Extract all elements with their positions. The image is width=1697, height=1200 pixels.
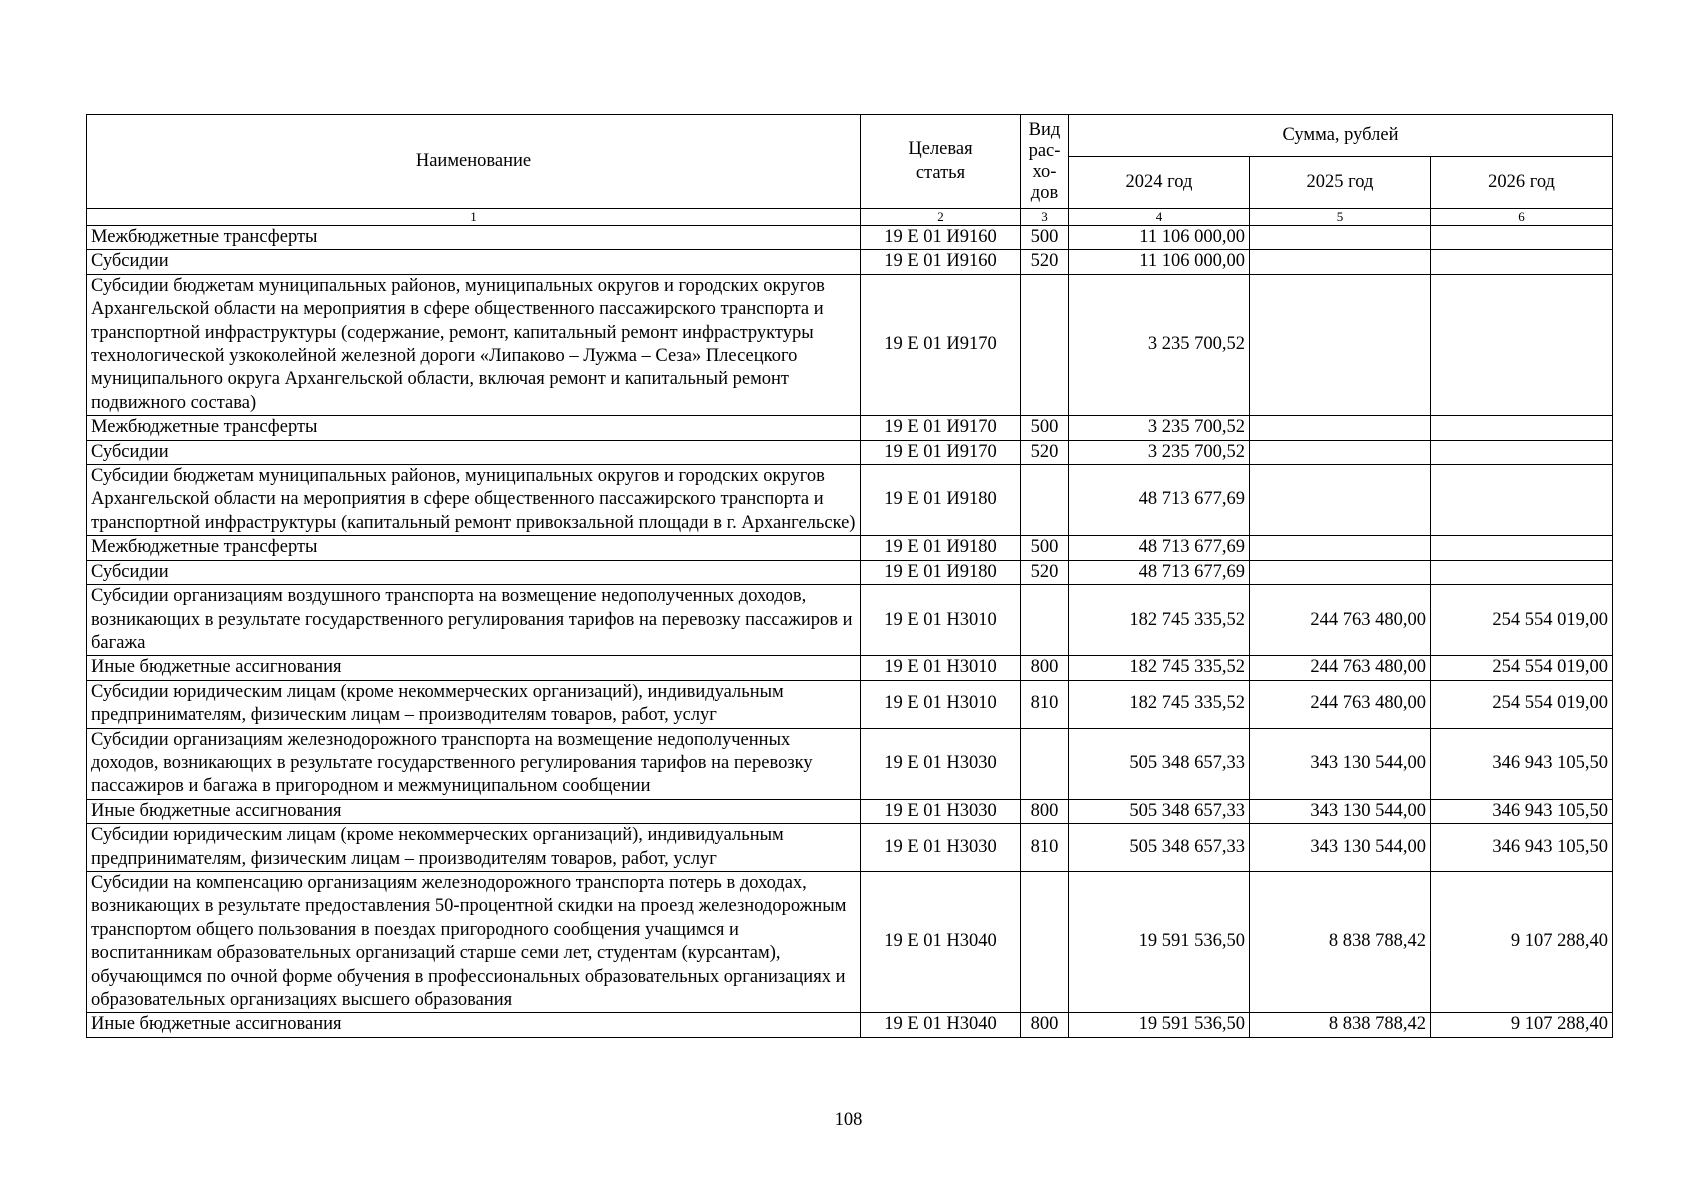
table-row xyxy=(87,871,1613,1012)
row-sum-2024-cell: 3 235 700,52 xyxy=(1069,416,1250,440)
row-sum-2024-cell: 48 713 677,69 xyxy=(1069,536,1250,560)
row-target-code-cell: 19 Е 01 Н3010 xyxy=(861,680,1021,728)
column-number: 6 xyxy=(1431,209,1613,226)
table-row xyxy=(87,465,1613,536)
row-expense-kind-cell xyxy=(1021,728,1069,799)
row-sum-2025-cell xyxy=(1250,536,1431,560)
row-expense-kind-cell: 520 xyxy=(1021,560,1069,584)
row-sum-2026-cell: 9 107 288,40 xyxy=(1431,1013,1613,1037)
row-sum-2026-cell xyxy=(1431,560,1613,584)
header-year-2025: 2025 год xyxy=(1250,157,1431,209)
row-target-code-cell: 19 Е 01 Н3010 xyxy=(861,585,1021,656)
row-name-cell: Межбюджетные трансферты xyxy=(87,536,861,560)
header-year-2024: 2024 год xyxy=(1069,157,1250,209)
row-sum-2024-cell: 48 713 677,69 xyxy=(1069,560,1250,584)
row-target-code-cell: 19 Е 01 И9180 xyxy=(861,560,1021,584)
row-sum-2024-cell: 505 348 657,33 xyxy=(1069,824,1250,872)
row-sum-2025-cell: 8 838 788,42 xyxy=(1250,871,1431,1012)
table-body xyxy=(87,226,1613,1038)
row-name-cell: Субсидии на компенсацию организациям железнодорожного транспорта потерь в доходах, возникающих в результате предоставления 50-процентной скидки на проезд железнодорожным транспортом общего пользования в поездах пригородного сообщения учащимся и воспитанникам образовательных организаций старше семи лет, студентам (курсантам), обучающимся по очной форме обучения в профессиональных образовательных организациях и образовательных организациях высшего образования xyxy=(87,871,861,1012)
table-row xyxy=(87,226,1613,250)
row-expense-kind-cell: 810 xyxy=(1021,824,1069,872)
table-row xyxy=(87,824,1613,872)
row-sum-2026-cell: 346 943 105,50 xyxy=(1431,728,1613,799)
row-sum-2024-cell: 19 591 536,50 xyxy=(1069,871,1250,1012)
row-name-cell: Субсидии юридическим лицам (кроме некоммерческих организаций), индивидуальным предпринимателям, физическим лицам – производителям товаров, работ, услуг xyxy=(87,680,861,728)
row-expense-kind-cell: 800 xyxy=(1021,799,1069,823)
row-sum-2024-cell: 3 235 700,52 xyxy=(1069,274,1250,415)
row-expense-kind-cell xyxy=(1021,585,1069,656)
row-sum-2024-cell: 182 745 335,52 xyxy=(1069,585,1250,656)
row-target-code-cell: 19 Е 01 И9170 xyxy=(861,274,1021,415)
row-target-code-cell: 19 Е 01 И9160 xyxy=(861,250,1021,274)
row-name-cell: Межбюджетные трансферты xyxy=(87,416,861,440)
column-number: 4 xyxy=(1069,209,1250,226)
row-expense-kind-cell: 500 xyxy=(1021,416,1069,440)
row-target-code-cell: 19 Е 01 И9170 xyxy=(861,440,1021,464)
row-sum-2024-cell: 11 106 000,00 xyxy=(1069,226,1250,250)
row-name-cell: Межбюджетные трансферты xyxy=(87,226,861,250)
row-sum-2025-cell xyxy=(1250,274,1431,415)
row-sum-2024-cell: 505 348 657,33 xyxy=(1069,799,1250,823)
row-target-code-cell: 19 Е 01 Н3040 xyxy=(861,871,1021,1012)
column-number: 2 xyxy=(861,209,1021,226)
table-row xyxy=(87,1013,1613,1037)
column-number: 5 xyxy=(1250,209,1431,226)
table-row xyxy=(87,585,1613,656)
row-sum-2024-cell: 11 106 000,00 xyxy=(1069,250,1250,274)
row-name-cell: Субсидии юридическим лицам (кроме некоммерческих организаций), индивидуальным предпринимателям, физическим лицам – производителям товаров, работ, услуг xyxy=(87,824,861,872)
row-sum-2025-cell xyxy=(1250,226,1431,250)
row-sum-2026-cell: 254 554 019,00 xyxy=(1431,585,1613,656)
row-target-code-cell: 19 Е 01 И9170 xyxy=(861,416,1021,440)
row-target-code-cell: 19 Е 01 Н3040 xyxy=(861,1013,1021,1037)
row-name-cell: Субсидии xyxy=(87,250,861,274)
table-row xyxy=(87,440,1613,464)
row-sum-2025-cell: 8 838 788,42 xyxy=(1250,1013,1431,1037)
row-expense-kind-cell: 800 xyxy=(1021,656,1069,680)
row-name-cell: Иные бюджетные ассигнования xyxy=(87,656,861,680)
row-sum-2026-cell: 346 943 105,50 xyxy=(1431,799,1613,823)
row-name-cell: Иные бюджетные ассигнования xyxy=(87,799,861,823)
row-name-cell: Субсидии xyxy=(87,560,861,584)
row-sum-2026-cell xyxy=(1431,250,1613,274)
row-sum-2026-cell: 254 554 019,00 xyxy=(1431,656,1613,680)
column-numbers-row xyxy=(87,209,1613,226)
row-target-code-cell: 19 Е 01 И9160 xyxy=(861,226,1021,250)
row-sum-2025-cell xyxy=(1250,250,1431,274)
row-target-code-cell: 19 Е 01 Н3030 xyxy=(861,728,1021,799)
row-sum-2024-cell: 3 235 700,52 xyxy=(1069,440,1250,464)
row-target-code-cell: 19 Е 01 И9180 xyxy=(861,536,1021,560)
row-expense-kind-cell: 800 xyxy=(1021,1013,1069,1037)
row-expense-kind-cell: 810 xyxy=(1021,680,1069,728)
table-row xyxy=(87,799,1613,823)
row-expense-kind-cell: 520 xyxy=(1021,440,1069,464)
row-name-cell: Субсидии xyxy=(87,440,861,464)
header-kind: Вид рас- хо- дов xyxy=(1021,115,1069,209)
table-row xyxy=(87,728,1613,799)
header-target: Целевая статья xyxy=(861,115,1021,209)
table-row xyxy=(87,536,1613,560)
table-row xyxy=(87,416,1613,440)
row-sum-2025-cell: 343 130 544,00 xyxy=(1250,799,1431,823)
table-header xyxy=(87,115,1613,226)
row-target-code-cell: 19 Е 01 И9180 xyxy=(861,465,1021,536)
row-name-cell: Субсидии организациям железнодорожного транспорта на возмещение недополученных доходов, возникающих в результате государственного регулирования тарифов на перевозку пассажиров и багажа в пригородном и межмуниципальном сообщении xyxy=(87,728,861,799)
row-expense-kind-cell xyxy=(1021,871,1069,1012)
column-number: 1 xyxy=(87,209,861,226)
row-target-code-cell: 19 Е 01 Н3030 xyxy=(861,799,1021,823)
row-name-cell: Субсидии бюджетам муниципальных районов, муниципальных округов и городских округов Архангельской области на мероприятия в сфере общественного пассажирского транспорта и транспортной инфраструктуры (капитальный ремонт привокзальной площади в г. Архангельске) xyxy=(87,465,861,536)
row-expense-kind-cell xyxy=(1021,465,1069,536)
table-row xyxy=(87,274,1613,415)
row-sum-2026-cell xyxy=(1431,416,1613,440)
row-sum-2025-cell xyxy=(1250,560,1431,584)
table-row xyxy=(87,560,1613,584)
table-row xyxy=(87,680,1613,728)
row-target-code-cell: 19 Е 01 Н3030 xyxy=(861,824,1021,872)
row-sum-2025-cell xyxy=(1250,416,1431,440)
row-sum-2025-cell xyxy=(1250,465,1431,536)
row-expense-kind-cell: 520 xyxy=(1021,250,1069,274)
row-target-code-cell: 19 Е 01 Н3010 xyxy=(861,656,1021,680)
row-expense-kind-cell: 500 xyxy=(1021,226,1069,250)
row-sum-2026-cell xyxy=(1431,465,1613,536)
row-sum-2024-cell: 182 745 335,52 xyxy=(1069,656,1250,680)
budget-table xyxy=(86,114,1613,1038)
row-sum-2025-cell: 343 130 544,00 xyxy=(1250,824,1431,872)
row-sum-2026-cell xyxy=(1431,274,1613,415)
row-sum-2025-cell: 244 763 480,00 xyxy=(1250,585,1431,656)
row-name-cell: Субсидии организациям воздушного транспорта на возмещение недополученных доходов, возникающих в результате государственного регулирования тарифов на перевозку пассажиров и багажа xyxy=(87,585,861,656)
row-sum-2025-cell: 343 130 544,00 xyxy=(1250,728,1431,799)
page-number: 108 xyxy=(834,1110,863,1130)
row-expense-kind-cell xyxy=(1021,274,1069,415)
table-row xyxy=(87,656,1613,680)
row-sum-2026-cell: 346 943 105,50 xyxy=(1431,824,1613,872)
row-sum-2024-cell: 505 348 657,33 xyxy=(1069,728,1250,799)
row-expense-kind-cell: 500 xyxy=(1021,536,1069,560)
table-row xyxy=(87,250,1613,274)
row-sum-2026-cell xyxy=(1431,440,1613,464)
row-sum-2024-cell: 182 745 335,52 xyxy=(1069,680,1250,728)
row-sum-2025-cell xyxy=(1250,440,1431,464)
row-sum-2025-cell: 244 763 480,00 xyxy=(1250,656,1431,680)
row-sum-2026-cell xyxy=(1431,536,1613,560)
row-sum-2024-cell: 48 713 677,69 xyxy=(1069,465,1250,536)
row-sum-2026-cell: 254 554 019,00 xyxy=(1431,680,1613,728)
row-name-cell: Субсидии бюджетам муниципальных районов, муниципальных округов и городских округов Архангельской области на мероприятия в сфере общественного пассажирского транспорта и транспортной инфраструктуры (содержание, ремонт, капитальный ремонт инфраструктуры технологической узкоколейной железной дороги «Липаково – Лужма – Сеза» Плесецкого муниципального округа Архангельской области, включая ремонт и капитальный ремонт подвижного состава) xyxy=(87,274,861,415)
row-sum-2026-cell xyxy=(1431,226,1613,250)
column-number: 3 xyxy=(1021,209,1069,226)
header-year-2026: 2026 год xyxy=(1431,157,1613,209)
header-name: Наименование xyxy=(87,115,861,209)
row-sum-2024-cell: 19 591 536,50 xyxy=(1069,1013,1250,1037)
row-name-cell: Иные бюджетные ассигнования xyxy=(87,1013,861,1037)
row-sum-2026-cell: 9 107 288,40 xyxy=(1431,871,1613,1012)
row-sum-2025-cell: 244 763 480,00 xyxy=(1250,680,1431,728)
header-sum-group: Сумма, рублей xyxy=(1069,115,1613,157)
